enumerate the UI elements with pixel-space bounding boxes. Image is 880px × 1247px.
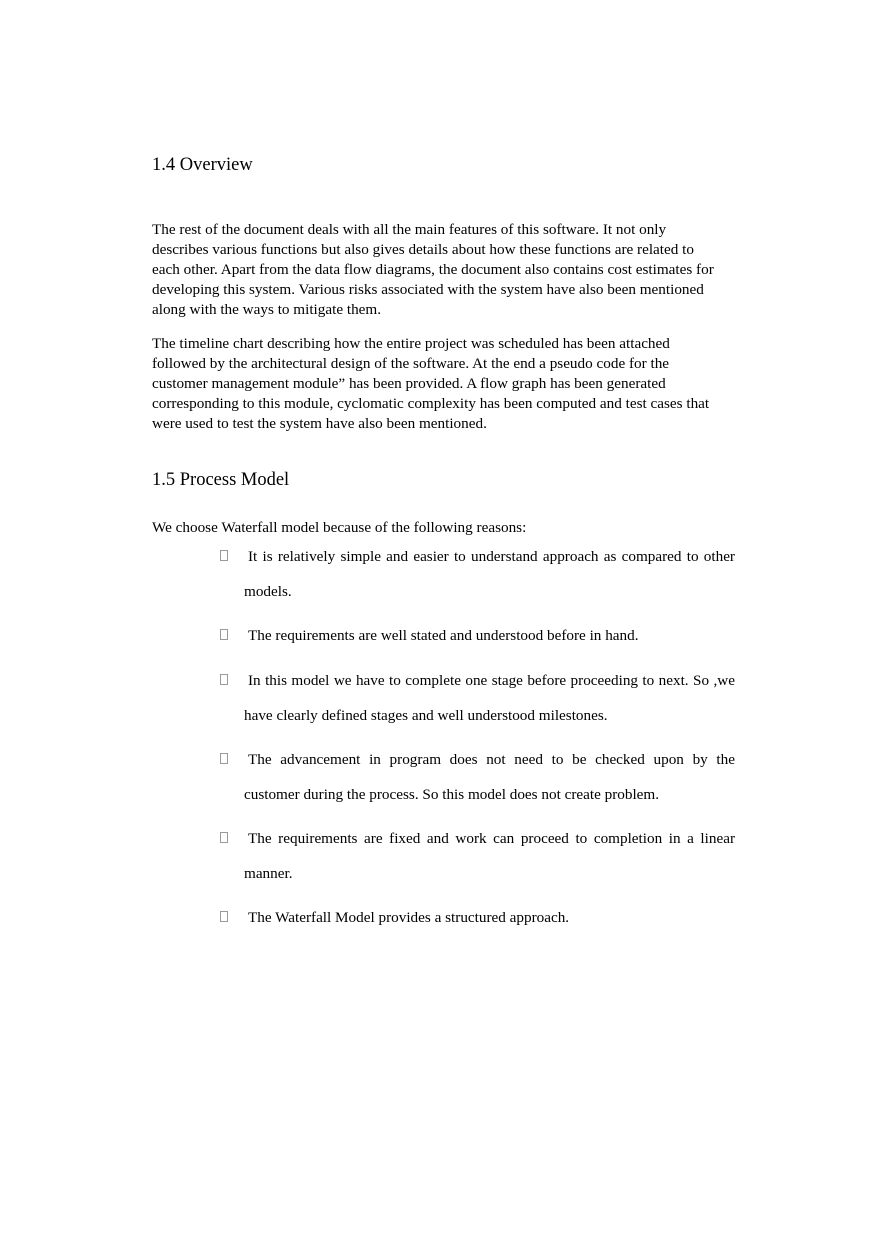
text-line: were used to test the system have also been mentioned.	[152, 415, 487, 432]
bullet-box-icon	[220, 629, 228, 640]
text-line: each other. Apart from the data flow diagrams, the document also contains cost estimates for	[152, 261, 714, 278]
text-line: followed by the architectural design of the software. At the end a pseudo code for the	[152, 355, 670, 372]
list-item-continuation: models.	[244, 583, 292, 600]
overview-paragraph-1	[152, 220, 727, 320]
list-item	[220, 671, 735, 726]
text-line: developing this system. Various risks associated with the system have also been mentioned	[152, 281, 704, 298]
list-item-text: It is relatively simple and easier to understand approach as compared to other	[248, 548, 735, 565]
list-item-continuation: customer during the process. So this model does not create problem.	[244, 786, 660, 803]
text-line: The timeline chart describing how the entire project was scheduled has been attached	[152, 335, 670, 352]
overview-paragraph-2	[152, 334, 727, 434]
text-line: describes various functions but also gives details about how these functions are related to	[152, 241, 694, 258]
list-item-text: In this model we have to complete one stage before proceeding to next. So ,we	[248, 672, 735, 689]
text-line: customer management module” has been provided. A flow graph has been generated	[152, 375, 666, 392]
bullet-box-icon	[220, 550, 228, 561]
text-line: The rest of the document deals with all the main features of this software. It not only	[152, 221, 667, 238]
bullet-box-icon	[220, 674, 228, 685]
process-model-intro: We choose Waterfall model because of the following reasons:	[152, 519, 527, 536]
list-item	[220, 750, 735, 805]
list-item-continuation: have clearly defined stages and well understood milestones.	[244, 707, 608, 724]
section-heading-overview: 1.4 Overview	[152, 155, 253, 175]
bullet-box-icon	[220, 832, 228, 843]
text-line: corresponding to this module, cyclomatic complexity has been computed and test cases that	[152, 395, 710, 412]
list-item-text: The requirements are well stated and understood before in hand.	[248, 627, 639, 644]
list-item-text: The requirements are fixed and work can proceed to completion in a linear	[248, 830, 735, 847]
list-item-text: The Waterfall Model provides a structured approach.	[248, 909, 570, 926]
text-line: along with the ways to mitigate them.	[152, 301, 382, 318]
list-item	[220, 547, 735, 602]
list-item-continuation: manner.	[244, 865, 293, 882]
bullet-box-icon	[220, 911, 228, 922]
list-item	[220, 829, 735, 884]
bullet-box-icon	[220, 753, 228, 764]
list-item	[220, 626, 735, 646]
section-heading-process-model: 1.5 Process Model	[152, 470, 290, 490]
list-item	[220, 908, 735, 928]
list-item-text: The advancement in program does not need to be checked upon by the	[248, 751, 735, 768]
